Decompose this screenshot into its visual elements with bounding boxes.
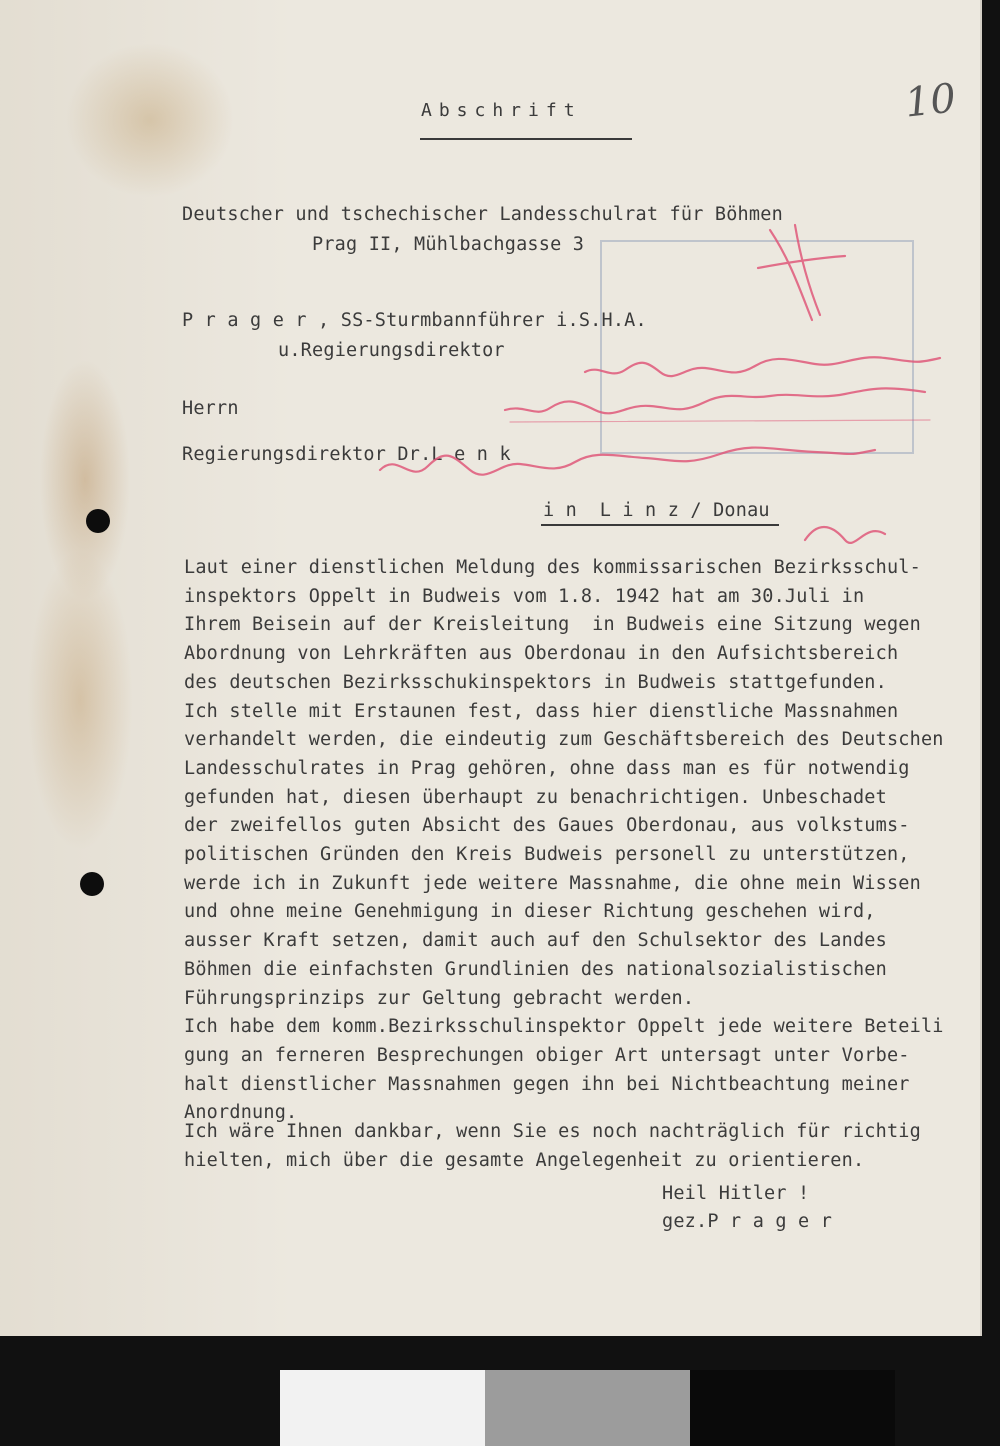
body-line: halt dienstlicher Massnahmen gegen ihn bei Nichtbeachtung meiner — [184, 1074, 910, 1095]
body-line: Abordnung von Lehrkräften aus Oberdonau in den Aufsichtsbereich — [184, 643, 899, 664]
salutation: Herrn — [182, 398, 239, 419]
calibration-strip-gray — [485, 1370, 690, 1446]
page-number: 10 — [902, 75, 959, 127]
document-heading: Abschrift — [421, 100, 582, 121]
body-line: und ohne meine Genehmigung in dieser Richtung geschehen wird, — [184, 901, 876, 922]
body-line: Böhmen die einfachsten Grundlinien des nationalsozialistischen — [184, 959, 887, 980]
sender-line-2: u.Regierungsdirektor — [278, 340, 505, 361]
body-line: des deutschen Bezirksschukinspektors in Budweis stattgefunden. — [184, 672, 887, 693]
closing-greeting: Heil Hitler ! — [662, 1183, 810, 1204]
body-line: Landesschulrates in Prag gehören, ohne dass man es für notwendig — [184, 758, 910, 779]
body-line: Anordnung. — [184, 1102, 298, 1123]
body-line: verhandelt werden, die eindeutig zum Geschäftsbereich des Deutschen — [184, 729, 944, 750]
body-line: der zweifellos guten Absicht des Gaues Oberdonau, aus volkstums- — [184, 815, 910, 836]
body-line: politischen Gründen den Kreis Budweis personell zu unterstützen, — [184, 844, 910, 865]
body-line: hielten, mich über die gesamte Angelegenheit zu orientieren. — [184, 1150, 865, 1171]
body-line: Ich wäre Ihnen dankbar, wenn Sie es noch nachträglich für richtig — [184, 1121, 921, 1142]
punch-hole-top — [86, 509, 110, 533]
calibration-strip-black — [690, 1370, 895, 1446]
calibration-strip-white — [280, 1370, 485, 1446]
recipient: Regierungsdirektor Dr.L e n k — [182, 444, 511, 465]
signature-line: gez.P r a g e r — [662, 1211, 833, 1232]
institution-line-1: Deutscher und tschechischer Landesschulrat für Böhmen — [182, 204, 783, 225]
body-line: Laut einer dienstlichen Meldung des kommissarischen Bezirksschul- — [184, 557, 921, 578]
body-line: Ihrem Beisein auf der Kreisleitung in Budweis eine Sitzung wegen — [184, 614, 921, 635]
body-line: inspektors Oppelt in Budweis vom 1.8. 1942 hat am 30.Juli in — [184, 586, 865, 607]
body-line: Führungsprinzips zur Geltung gebracht werden. — [184, 988, 695, 1009]
handwritten-annotations — [0, 0, 980, 560]
body-line: werde ich in Zukunft jede weitere Massnahme, die ohne mein Wissen — [184, 873, 921, 894]
punch-hole-bottom — [80, 872, 104, 896]
body-line: ausser Kraft setzen, damit auch auf den Schulsektor des Landes — [184, 930, 887, 951]
body-line: Ich habe dem komm.Bezirksschulinspektor Oppelt jede weitere Beteili — [184, 1016, 944, 1037]
location: i n L i n z / Donau — [543, 500, 770, 521]
body-line: gung an ferneren Besprechungen obiger Art untersagt unter Vorbe- — [184, 1045, 910, 1066]
body-line: Ich stelle mit Erstaunen fest, dass hier dienstliche Massnahmen — [184, 701, 899, 722]
institution-line-2: Prag II, Mühlbachgasse 3 — [312, 234, 585, 255]
body-line: gefunden hat, diesen überhaupt zu benachrichtigen. Unbeschadet — [184, 787, 887, 808]
sender-line-1: P r a g e r , SS-Sturmbannführer i.S.H.A. — [182, 310, 647, 331]
